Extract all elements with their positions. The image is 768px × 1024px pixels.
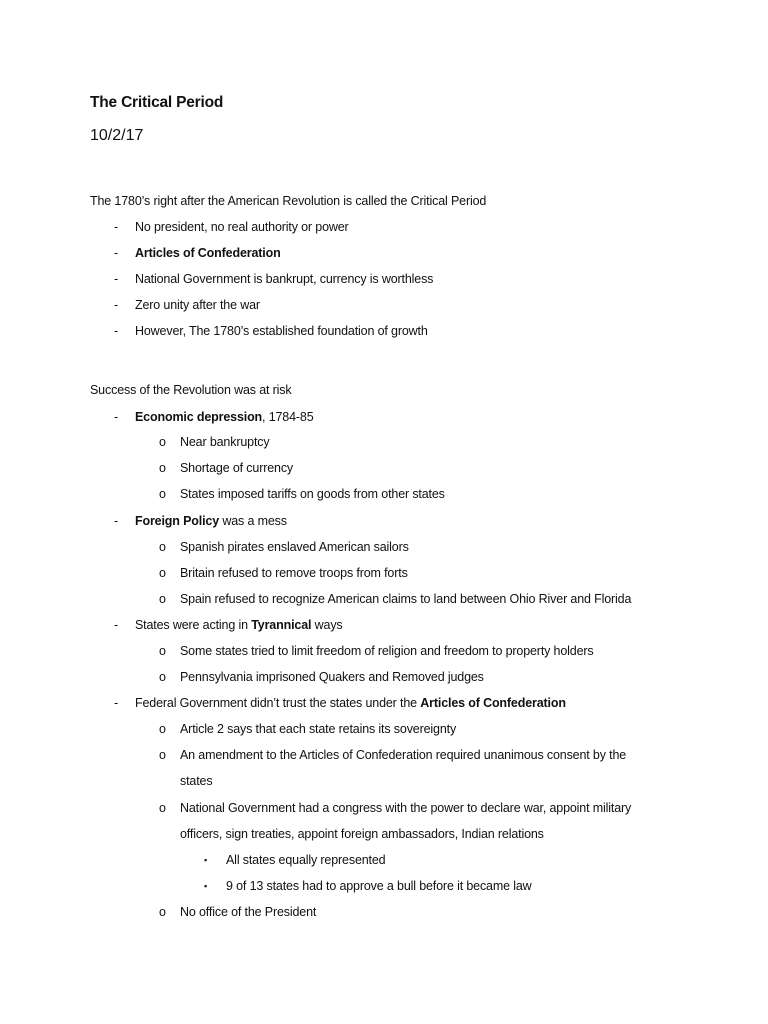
dash-bullet: - [114,220,119,234]
list-item-economic [135,409,314,425]
list-item: Articles of Confederation [135,246,281,260]
sub-list-item: Britain refused to remove troops from forts [180,566,408,580]
text: Federal Government didn’t trust the states under the [135,696,421,710]
list-item: National Government is bankrupt, currency is worthless [135,272,434,286]
sub-list-item: Spanish pirates enslaved American sailors [180,540,409,554]
circle-bullet: o [159,435,166,449]
section-heading: Success of the Revolution was at risk [90,383,292,397]
circle-bullet: o [159,461,166,475]
bold-text: Foreign Policy [135,514,220,528]
list-item-federal [135,695,566,711]
sub-list-item-continued: officers, sign treaties, appoint foreign ambassadors, Indian relations [180,827,544,841]
text: was a mess [219,514,287,528]
circle-bullet: o [159,487,166,501]
dash-bullet: - [114,514,119,528]
circle-bullet: o [159,748,166,762]
bold-text: Economic depression [135,410,263,424]
dash-bullet: - [114,324,119,338]
circle-bullet: o [159,801,166,815]
list-item: Zero unity after the war [135,298,260,312]
sub-sub-list-item: All states equally represented [226,853,386,867]
circle-bullet: o [159,644,166,658]
sub-list-item: No office of the President [180,905,317,919]
intro-paragraph: The 1780’s right after the American Revolution is called the Critical Period [90,194,487,208]
sub-list-item: An amendment to the Articles of Confederation required unanimous consent by the [180,748,627,762]
dash-bullet: - [114,298,119,312]
dash-bullet: - [114,618,119,632]
text: ways [311,618,343,632]
sub-list-item: Pennsylvania imprisoned Quakers and Removed judges [180,670,484,684]
list-item: However, The 1780’s established foundation of growth [135,324,428,338]
circle-bullet: o [159,566,166,580]
circle-bullet: o [159,670,166,684]
dash-bullet: - [114,410,119,424]
sub-list-item: States imposed tariffs on goods from other states [180,487,445,501]
square-bullet: ▪ [204,855,208,865]
text: States were acting in [135,618,252,632]
dash-bullet: - [114,272,119,286]
circle-bullet: o [159,592,166,606]
circle-bullet: o [159,540,166,554]
sub-list-item: Spain refused to recognize American claims to land between Ohio River and Florida [180,592,632,606]
bold-text: Articles of Confederation [420,696,566,710]
dash-bullet: - [114,246,119,260]
list-item: No president, no real authority or power [135,220,349,234]
bold-text: Tyrannical [251,618,312,632]
square-bullet: ▪ [204,881,208,891]
sub-list-item-continued: states [180,774,213,788]
list-item-foreign [135,513,287,529]
document-title: The Critical Period [90,94,224,111]
dash-bullet: - [114,696,119,710]
sub-list-item: National Government had a congress with the power to declare war, appoint military [180,801,632,815]
text: , 1784-85 [262,410,314,424]
circle-bullet: o [159,905,166,919]
list-item-states [135,617,343,633]
circle-bullet: o [159,722,166,736]
sub-list-item: Shortage of currency [180,461,294,475]
sub-sub-list-item: 9 of 13 states had to approve a bull before it became law [226,879,532,893]
sub-list-item: Article 2 says that each state retains its sovereignty [180,722,457,736]
document-date: 10/2/17 [90,127,144,144]
sub-list-item: Near bankruptcy [180,435,270,449]
sub-list-item: Some states tried to limit freedom of religion and freedom to property holders [180,644,594,658]
